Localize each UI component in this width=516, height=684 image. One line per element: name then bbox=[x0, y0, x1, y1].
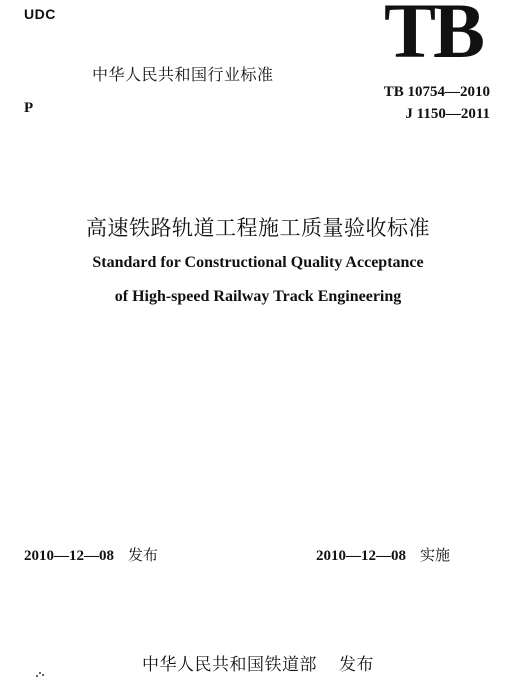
effective-label: 实施 bbox=[420, 546, 451, 564]
title-chinese: 高速铁路轨道工程施工质量验收标准 bbox=[86, 216, 430, 240]
issuer-action: 发布 bbox=[339, 655, 374, 675]
issue-label: 发布 bbox=[128, 546, 159, 564]
udc-label: UDC bbox=[24, 6, 56, 22]
title-english-line-1: Standard for Constructional Quality Acceptance bbox=[92, 254, 424, 271]
title-english-line-2: of High-speed Railway Track Engineering bbox=[114, 288, 402, 305]
standard-number-j: J 1150—2011 bbox=[405, 106, 490, 122]
issuer-name: 中华人民共和国铁道部 bbox=[142, 655, 317, 675]
classification-letter: P bbox=[24, 100, 34, 116]
industry-standard-title: 中华人民共和国行业标准 bbox=[92, 65, 274, 84]
issuer-block bbox=[0, 650, 516, 675]
effective-date-block bbox=[316, 544, 450, 565]
tb-logo: TB bbox=[384, 0, 483, 74]
issue-date: 2010—12—08 bbox=[24, 548, 114, 564]
print-speck bbox=[36, 672, 46, 678]
effective-date: 2010—12—08 bbox=[316, 548, 406, 564]
issue-date-block bbox=[24, 544, 158, 565]
standard-number-tb: TB 10754—2010 bbox=[383, 84, 490, 100]
